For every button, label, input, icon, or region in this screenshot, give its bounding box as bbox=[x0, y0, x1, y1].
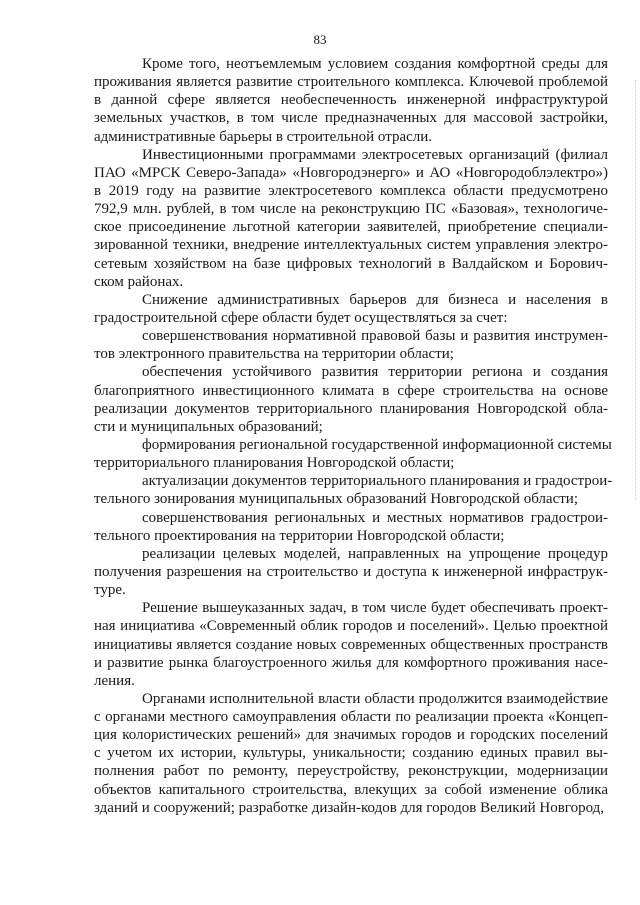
text-line: Решение вышеуказанных задач, в том числе будет обеспечивать проект- bbox=[142, 600, 608, 617]
text-line: Кроме того, неотъемлемым условием создания комфортной среды для bbox=[142, 56, 608, 72]
paragraph bbox=[94, 472, 613, 508]
text-line: туре. bbox=[94, 582, 126, 599]
text-line: с учетом их истории, культуры, уникальности; созданию единых правил вы- bbox=[94, 745, 608, 762]
paragraph bbox=[94, 291, 608, 327]
text-line: в данной сфере является необеспеченность инженерной инфраструктурой bbox=[94, 92, 608, 109]
text-line: ское присоединение льготной категории заявителей, приобретение специали- bbox=[94, 219, 608, 236]
text-line: ция колористических решений» для значимых городов и городских поселений bbox=[94, 727, 608, 744]
text-line: территориального планирования Новгородской области; bbox=[94, 455, 455, 472]
paragraph bbox=[94, 146, 608, 291]
page-number: 83 bbox=[313, 32, 327, 47]
paragraph bbox=[94, 55, 608, 146]
text-line: совершенствования нормативной правовой базы и развития инструмен- bbox=[142, 328, 608, 345]
text-line: ная инициатива «Современный облик городов и поселений». Целью проектной bbox=[94, 618, 608, 635]
document-body bbox=[94, 55, 613, 817]
text-line: объектов капитального строительства, влекущих за собой изменение облика bbox=[94, 781, 608, 798]
text-line: обеспечения устойчивого развития территории региона и создания bbox=[142, 364, 608, 381]
paragraph bbox=[94, 327, 608, 363]
text-line: сетевым хозяйством на базе цифровых технологий в Валдайском и Борович- bbox=[94, 255, 608, 272]
text-line: зированной техники, внедрение интеллектуальных систем управления электро- bbox=[94, 237, 608, 254]
paragraph bbox=[94, 599, 608, 690]
text-line: градостроительной сфере области будет осуществляться за счет: bbox=[94, 309, 508, 326]
text-line: сти и муниципальных образований; bbox=[94, 418, 323, 435]
text-line: зданий и сооружений; разработке дизайн-кодов для городов Великий Новгород, bbox=[94, 799, 605, 816]
text-line: тельного зонирования муниципальных образований Новгородской области; bbox=[94, 491, 578, 508]
text-line: ском районах. bbox=[94, 273, 184, 290]
text-line: совершенствования региональных и местных нормативов градострои- bbox=[142, 509, 608, 526]
text-line: тов электронного правительства на территории области; bbox=[94, 346, 454, 363]
text-line: проживания является развитие строительного комплекса. Ключевой проблемой bbox=[94, 74, 608, 91]
text-line: в 2019 году на развитие электросетевого комплекса области предусмотрено bbox=[94, 182, 608, 199]
text-line: и развитие рынка благоустроенного жилья для комфортного проживания насе- bbox=[94, 654, 608, 671]
text-line: с органами местного самоуправления области по реализации проекта «Концеп- bbox=[94, 709, 608, 726]
paragraph bbox=[94, 690, 608, 817]
text-line: земельных участков, в том числе предназначенных для массовой застройки, bbox=[94, 110, 608, 127]
text-line: тельного проектирования на территории Новгородской области; bbox=[94, 527, 505, 544]
text-line: полнения работ по ремонту, переустройству, реконструкции, модернизации bbox=[94, 763, 608, 780]
text-line: реализации целевых моделей, направленных на упрощение процедур bbox=[142, 545, 608, 562]
text-line: ления. bbox=[94, 672, 135, 689]
text-line: реализации документов территориального планирования Новгородской обла- bbox=[94, 400, 608, 417]
text-line: получения разрешения на строительство и доступа к инженерной инфраструк- bbox=[94, 563, 608, 580]
text-line: 792,9 млн. рублей, в том числе на реконструкцию ПС «Базовая», технологиче- bbox=[94, 201, 608, 218]
text-line: Снижение административных барьеров для бизнеса и населения в bbox=[142, 291, 608, 308]
paragraph bbox=[94, 363, 608, 436]
text-line: инициативы является создание новых современных общественных пространств bbox=[94, 636, 608, 653]
text-line: административные барьеры в строительной отрасли. bbox=[94, 128, 433, 145]
paragraph bbox=[94, 509, 608, 545]
text-line: Инвестиционными программами электросетевых организаций (филиал bbox=[142, 146, 608, 163]
paragraph bbox=[94, 436, 612, 472]
text-line: Органами исполнительной власти области продолжится взаимодействие bbox=[142, 690, 608, 707]
text-line: формирования региональной государственной информационной системы bbox=[142, 436, 612, 453]
text-line: актуализации документов территориального планирования и градострои- bbox=[142, 473, 613, 490]
text-line: благоприятного инвестиционного климата в сфере строительства на основе bbox=[94, 382, 608, 399]
scan-margin-marks bbox=[631, 80, 636, 500]
paragraph bbox=[94, 545, 608, 599]
text-line: ПАО «МРСК Северо-Запада» «Новгородэнерго» и АО «Новгородоблэлектро») bbox=[94, 164, 608, 181]
